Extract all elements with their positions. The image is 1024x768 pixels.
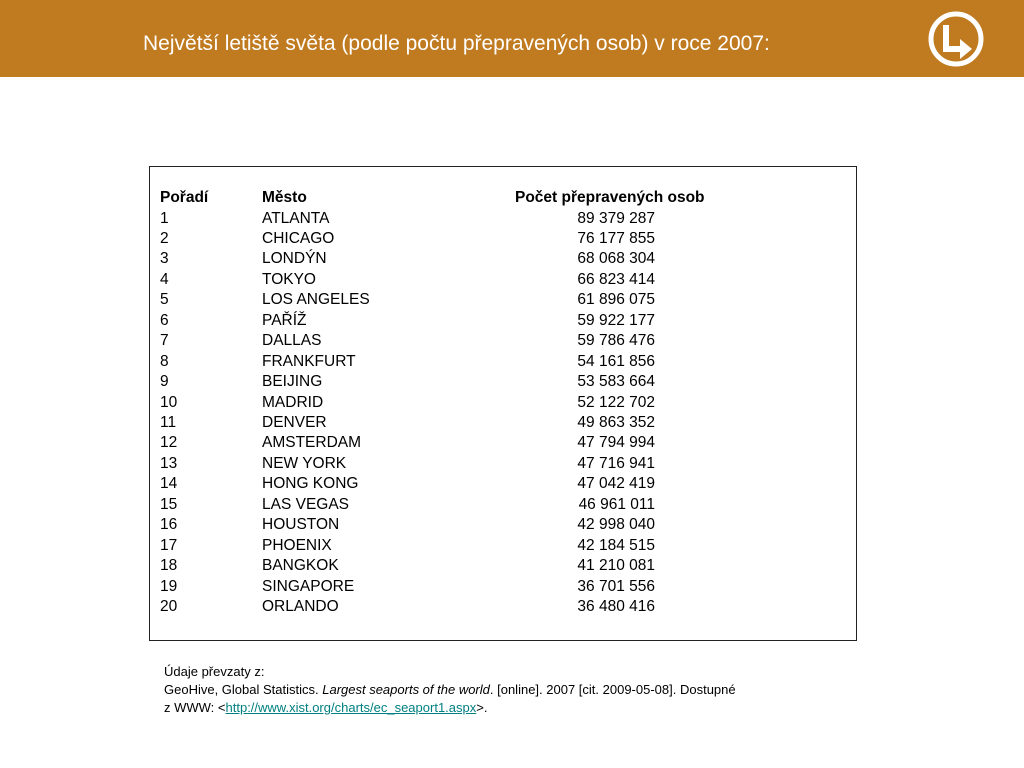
city-cell: TOKYO [262,270,316,288]
city-cell: ATLANTA [262,209,330,227]
passenger-count-cell: 46 961 011 [578,495,655,513]
city-cell: PHOENIX [262,536,332,554]
source-publisher: GeoHive, Global Statistics. [164,682,323,697]
passenger-count-cell: 47 042 419 [577,475,655,493]
city-cell: HOUSTON [262,516,340,534]
passenger-count-cell: 59 786 476 [577,332,655,350]
rank-cell: 1 [160,209,169,227]
city-cell: BANGKOK [262,557,339,575]
passenger-count-cell: 68 068 304 [577,250,655,268]
source-title: Largest seaports of the world [322,682,490,697]
rank-cell: 17 [160,536,178,554]
source-www-suffix: >. [476,700,488,715]
passenger-count-cell: 76 177 855 [577,229,655,247]
source-details: . [online]. 2007 [cit. 2009-05-08]. Dostupné [489,682,736,697]
circular-arrow-logo-icon [926,11,986,67]
rank-cell: 20 [160,598,178,615]
rank-cell: 3 [160,250,169,268]
city-cell: NEW YORK [262,454,347,472]
rank-cell: 19 [160,577,178,595]
passenger-count-cell: 41 210 081 [577,557,655,575]
rank-cell: 5 [160,291,169,309]
city-cell: ORLANDO [262,598,339,615]
passenger-count-cell: 59 922 177 [577,311,655,329]
column-header-city: Město [262,189,307,206]
city-cell: FRANKFURT [262,352,356,370]
rank-cell: 7 [160,332,169,350]
city-cell: LAS VEGAS [262,495,350,513]
passenger-count-cell: 36 701 556 [577,577,655,595]
city-cell: PAŘÍŽ [262,311,307,329]
passenger-count-cell: 42 998 040 [577,516,655,534]
city-cell: MADRID [262,393,324,411]
passenger-count-cell: 49 863 352 [577,414,655,431]
passenger-count-cell: 54 161 856 [577,352,655,370]
rank-cell: 16 [160,516,178,534]
city-cell: CHICAGO [262,229,335,247]
source-intro: Údaje převzaty z: [164,664,265,679]
passenger-count-cell: 42 184 515 [577,536,655,554]
airport-table-frame [149,166,857,641]
rank-cell: 12 [160,434,178,452]
rank-cell: 4 [160,270,169,288]
passenger-count-cell: 61 896 075 [577,291,655,309]
city-cell: SINGAPORE [262,577,355,595]
header-bar [0,0,1024,77]
city-cell: BEIJING [262,373,323,391]
rank-cell: 15 [160,495,178,513]
passenger-count-cell: 36 480 416 [577,598,655,615]
source-reference [164,681,736,699]
source-citation [164,663,736,717]
passenger-count-cell: 47 794 994 [577,434,655,452]
source-link[interactable]: http://www.xist.org/charts/ec_seaport1.aspx [225,700,477,715]
rank-cell: 18 [160,557,178,575]
rank-cell: 13 [160,454,178,472]
passenger-count-cell: 89 379 287 [577,209,655,227]
city-cell: LOS ANGELES [262,291,370,309]
source-availability [164,699,736,717]
city-cell: DENVER [262,414,327,431]
city-cell: DALLAS [262,332,322,350]
page-title: Největší letiště světa (podle počtu přepravených osob) v roce 2007: [143,32,770,55]
city-cell: HONG KONG [262,475,359,493]
rank-cell: 10 [160,393,178,411]
rank-cell: 14 [160,475,178,493]
column-header-count: Počet přepravených osob [515,189,705,206]
city-cell: AMSTERDAM [262,434,362,452]
column-header-rank: Pořadí [160,189,209,206]
passenger-count-cell: 47 716 941 [577,454,655,472]
passenger-count-cell: 66 823 414 [577,270,655,288]
rank-cell: 9 [160,373,169,391]
source-www-prefix: z WWW: < [164,700,226,715]
rank-cell: 2 [160,229,169,247]
rank-cell: 6 [160,311,169,329]
passenger-count-cell: 53 583 664 [577,373,655,391]
passenger-count-cell: 52 122 702 [577,393,655,411]
rank-cell: 8 [160,352,169,370]
rank-cell: 11 [160,414,177,431]
city-cell: LONDÝN [262,250,327,268]
